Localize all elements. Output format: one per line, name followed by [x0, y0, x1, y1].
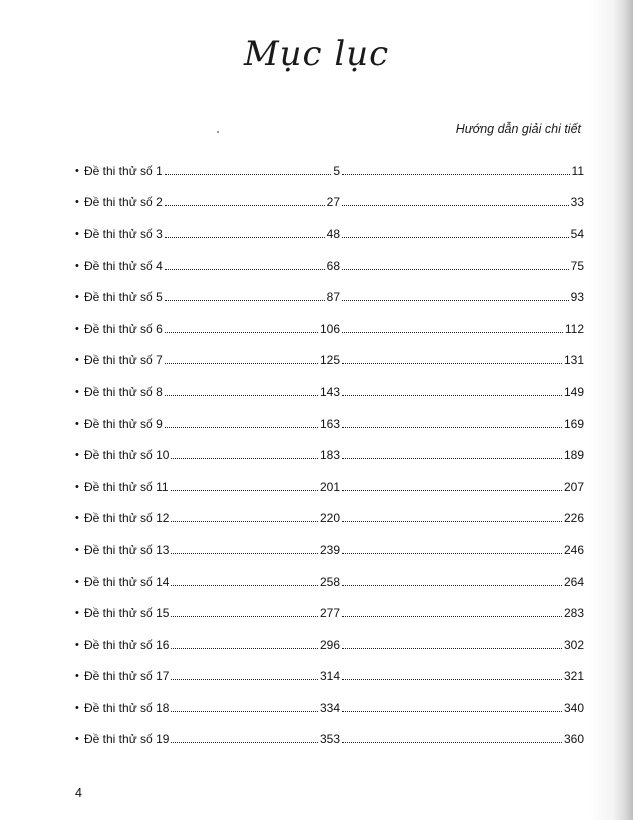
bullet-icon: • — [75, 385, 79, 398]
toc-entry[interactable] — [75, 408, 584, 440]
solution-page-number: 112 — [564, 321, 584, 336]
solution-page-number: 33 — [570, 195, 584, 210]
bullet-icon: • — [75, 196, 79, 209]
solution-page-number: 149 — [563, 384, 584, 399]
dot-leader — [171, 480, 318, 491]
toc-entry-label: Đề thi thử số 7 — [84, 353, 163, 368]
exam-page-number: 163 — [319, 416, 340, 431]
dot-leader — [171, 606, 318, 617]
dot-leader — [171, 732, 318, 743]
solution-page-number: 360 — [563, 732, 584, 747]
solution-page-number: 321 — [563, 669, 584, 684]
toc-entry-label: Đề thi thử số 1 — [84, 163, 163, 178]
bullet-icon: • — [75, 259, 79, 272]
dot-leader — [165, 322, 318, 333]
dot-leader — [342, 322, 563, 333]
dot-leader — [171, 511, 318, 522]
exam-page-number: 27 — [326, 195, 340, 210]
exam-page-number: 334 — [319, 700, 340, 715]
bullet-icon: • — [75, 164, 79, 177]
solution-page-number: 93 — [570, 290, 584, 305]
solution-page-number: 131 — [563, 353, 584, 368]
toc-entry-label: Đề thi thử số 8 — [84, 384, 163, 399]
dot-leader — [342, 417, 562, 428]
solutions-column-header: Hướng dẫn giải chi tiết — [455, 122, 581, 136]
dot-leader — [171, 543, 318, 554]
exam-page-number: 183 — [319, 448, 340, 463]
toc-entry[interactable] — [75, 471, 584, 503]
dot-leader — [342, 353, 562, 364]
solution-page-number: 340 — [563, 700, 584, 715]
dot-leader — [165, 385, 318, 396]
exam-page-number: 125 — [319, 353, 340, 368]
bullet-icon: • — [75, 417, 79, 430]
toc-entry-label: Đề thi thử số 15 — [84, 606, 170, 621]
bullet-icon: • — [75, 543, 79, 556]
solution-page-number: 169 — [563, 416, 584, 431]
toc-entry-label: Đề thi thử số 11 — [84, 479, 169, 494]
toc-entry[interactable] — [75, 218, 584, 250]
bullet-icon: • — [75, 227, 79, 240]
dot-leader — [171, 448, 318, 459]
toc-entry[interactable] — [75, 692, 584, 724]
solution-page-number: 54 — [570, 226, 584, 241]
dot-leader — [165, 227, 325, 238]
exam-page-number: 353 — [319, 732, 340, 747]
solution-page-number: 189 — [563, 448, 584, 463]
dot-leader — [165, 259, 325, 270]
bullet-icon: • — [75, 449, 79, 462]
toc-entry-label: Đề thi thử số 5 — [84, 290, 163, 305]
dot-leader — [165, 353, 318, 364]
dot-leader — [171, 638, 318, 649]
toc-entry[interactable] — [75, 250, 584, 282]
solution-page-number: 283 — [563, 606, 584, 621]
exam-page-number: 106 — [319, 321, 340, 336]
dot-leader — [342, 669, 562, 680]
table-of-contents — [75, 155, 584, 755]
dot-leader — [342, 543, 562, 554]
toc-entry[interactable] — [75, 566, 584, 598]
toc-entry-label: Đề thi thử số 10 — [84, 448, 170, 463]
toc-entry[interactable] — [75, 439, 584, 471]
dot-leader — [342, 480, 562, 491]
toc-entry-label: Đề thi thử số 16 — [84, 637, 170, 652]
dot-leader — [342, 575, 562, 586]
toc-entry[interactable] — [75, 187, 584, 219]
dot-leader — [171, 575, 318, 586]
toc-entry-label: Đề thi thử số 3 — [84, 226, 163, 241]
solution-page-number: 246 — [563, 542, 584, 557]
dot-leader — [342, 290, 569, 301]
toc-entry-label: Đề thi thử số 9 — [84, 416, 163, 431]
exam-page-number: 143 — [319, 384, 340, 399]
toc-entry-label: Đề thi thử số 4 — [84, 258, 163, 273]
dot-leader — [342, 732, 562, 743]
exam-page-number: 5 — [333, 163, 340, 178]
toc-entry[interactable] — [75, 155, 584, 187]
bullet-icon: • — [75, 575, 79, 588]
bullet-icon: • — [75, 322, 79, 335]
exam-page-number: 48 — [326, 226, 340, 241]
print-speck — [217, 131, 219, 133]
toc-entry-label: Đề thi thử số 19 — [84, 732, 170, 747]
dot-leader — [342, 511, 562, 522]
dot-leader — [342, 227, 569, 238]
exam-page-number: 296 — [319, 637, 340, 652]
toc-entry-label: Đề thi thử số 14 — [84, 574, 170, 589]
bullet-icon: • — [75, 480, 79, 493]
exam-page-number: 220 — [319, 511, 340, 526]
exam-page-number: 258 — [319, 574, 340, 589]
toc-entry-label: Đề thi thử số 12 — [84, 511, 170, 526]
exam-page-number: 68 — [326, 258, 340, 273]
solution-page-number: 264 — [563, 574, 584, 589]
toc-entry[interactable] — [75, 313, 584, 345]
toc-entry[interactable] — [75, 534, 584, 566]
toc-entry-label: Đề thi thử số 13 — [84, 542, 170, 557]
dot-leader — [165, 195, 325, 206]
dot-leader — [171, 669, 318, 680]
dot-leader — [171, 701, 318, 712]
dot-leader — [342, 701, 562, 712]
solution-page-number: 11 — [571, 163, 584, 178]
dot-leader — [342, 195, 569, 206]
dot-leader — [342, 164, 570, 175]
dot-leader — [342, 385, 562, 396]
toc-entry[interactable] — [75, 281, 584, 313]
solution-page-number: 302 — [563, 637, 584, 652]
page-number: 4 — [75, 786, 82, 800]
toc-entry-label: Đề thi thử số 18 — [84, 700, 170, 715]
page-title: Mục lục — [243, 34, 390, 74]
bullet-icon: • — [75, 733, 79, 746]
bullet-icon: • — [75, 670, 79, 683]
exam-page-number: 201 — [319, 479, 340, 494]
bullet-icon: • — [75, 607, 79, 620]
toc-entry[interactable] — [75, 661, 584, 693]
exam-page-number: 314 — [319, 669, 340, 684]
page-edge-shadow — [589, 0, 633, 820]
dot-leader — [165, 290, 325, 301]
toc-entry[interactable] — [75, 629, 584, 661]
solution-page-number: 207 — [563, 479, 584, 494]
toc-entry[interactable] — [75, 724, 584, 756]
solution-page-number: 226 — [563, 511, 584, 526]
toc-entry[interactable] — [75, 597, 584, 629]
dot-leader — [342, 606, 562, 617]
toc-entry-label: Đề thi thử số 6 — [84, 321, 163, 336]
toc-entry[interactable] — [75, 376, 584, 408]
bullet-icon: • — [75, 354, 79, 367]
bullet-icon: • — [75, 638, 79, 651]
dot-leader — [342, 638, 562, 649]
bullet-icon: • — [75, 701, 79, 714]
solution-page-number: 75 — [570, 258, 584, 273]
toc-entry-label: Đề thi thử số 17 — [84, 669, 170, 684]
exam-page-number: 239 — [319, 542, 340, 557]
toc-entry[interactable] — [75, 345, 584, 377]
dot-leader — [165, 164, 332, 175]
exam-page-number: 87 — [326, 290, 340, 305]
dot-leader — [342, 259, 569, 270]
dot-leader — [165, 417, 318, 428]
dot-leader — [342, 448, 562, 459]
bullet-icon: • — [75, 291, 79, 304]
toc-entry-label: Đề thi thử số 2 — [84, 195, 163, 210]
exam-page-number: 277 — [319, 606, 340, 621]
toc-entry[interactable] — [75, 503, 584, 535]
bullet-icon: • — [75, 512, 79, 525]
